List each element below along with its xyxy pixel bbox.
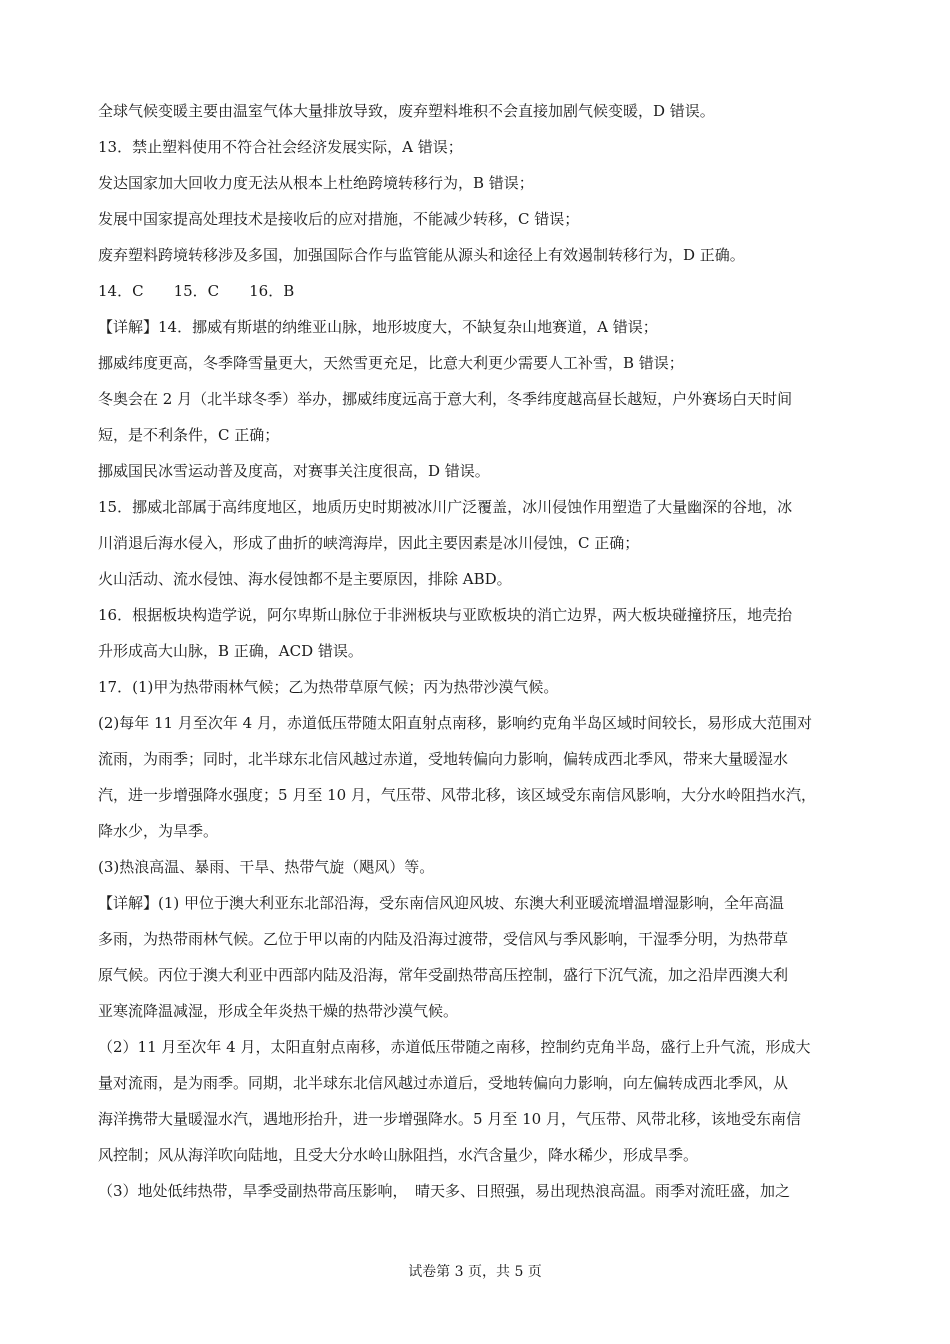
- text-line: 15．挪威北部属于高纬度地区，地质历史时期被冰川广泛覆盖，冰川侵蚀作用塑造了大量幽深的谷地，冰: [98, 498, 793, 516]
- text-line: 短，是不利条件，C 正确；: [98, 426, 280, 444]
- text-line: 挪威国民冰雪运动普及度高，对赛事关注度很高，D 错误。: [98, 462, 490, 480]
- text-line: 冬奥会在 2 月（北半球冬季）举办，挪威纬度远高于意大利，冬季纬度越高昼长越短，户外赛场白天时间: [98, 390, 793, 408]
- text-line: 汽，进一步增强降水强度；5 月至 10 月，气压带、风带北移，该区域受东南信风影响，大分水岭阻挡水汽，: [98, 786, 816, 804]
- text-line: 发展中国家提高处理技术是接收后的应对措施，不能减少转移，C 错误；: [98, 210, 580, 228]
- text-line: 火山活动、流水侵蚀、海水侵蚀都不是主要原因，排除 ABD。: [98, 570, 512, 588]
- text-line: (3)热浪高温、暴雨、干旱、热带气旋（飓风）等。: [98, 858, 435, 876]
- text-line: 发达国家加大回收力度无法从根本上杜绝跨境转移行为，B 错误；: [98, 174, 534, 192]
- text-line: 全球气候变暖主要由温室气体大量排放导致，废弃塑料堆积不会直接加剧气候变暖，D 错误。: [98, 102, 715, 120]
- text-line: 风控制；风从海洋吹向陆地，且受大分水岭山脉阻挡，水汽含量少，降水稀少，形成旱季。: [98, 1146, 699, 1164]
- text-line: (2)每年 11 月至次年 4 月，赤道低压带随太阳直射点南移，影响约克角半岛区域时间较长，易形成大范围对: [98, 714, 812, 732]
- page-footer: 试卷第 3 页，共 5 页: [408, 1264, 542, 1280]
- text-line: （3）地处低纬热带，旱季受副热带高压影响， 晴天多、日照强，易出现热浪高温。雨季对流旺盛，加之: [98, 1182, 791, 1200]
- text-line: 【详解】(1) 甲位于澳大利亚东北部沿海，受东南信风迎风坡、东澳大利亚暖流增温增湿影响，全年高温: [98, 894, 785, 912]
- text-line: 海洋携带大量暖湿水汽，遇地形抬升，进一步增强降水。5 月至 10 月，气压带、风带北移，该地受东南信: [98, 1110, 801, 1128]
- text-line: 原气候。丙位于澳大利亚中西部内陆及沿海，常年受副热带高压控制，盛行下沉气流，加之沿岸西澳大利: [98, 966, 789, 984]
- text-line: 亚寒流降温减湿，形成全年炎热干燥的热带沙漠气候。: [98, 1002, 459, 1020]
- text-line: 川消退后海水侵入，形成了曲折的峡湾海岸，因此主要因素是冰川侵蚀，C 正确；: [98, 534, 640, 552]
- text-line: 16．根据板块构造学说，阿尔卑斯山脉位于非洲板块与亚欧板块的消亡边界，两大板块碰撞挤压，地壳抬: [98, 606, 793, 624]
- text-line: 废弃塑料跨境转移涉及多国，加强国际合作与监管能从源头和途径上有效遏制转移行为，D 正确。: [98, 246, 745, 264]
- text-line: 17．(1)甲为热带雨林气候；乙为热带草原气候；丙为热带沙漠气候。: [98, 678, 559, 696]
- text-line: 流雨，为雨季；同时，北半球东北信风越过赤道，受地转偏向力影响，偏转成西北季风，带来大量暖湿水: [98, 750, 789, 768]
- text-line: 13．禁止塑料使用不符合社会经济发展实际，A 错误；: [98, 138, 463, 156]
- text-line: 降水少，为旱季。: [98, 822, 219, 840]
- text-line: 挪威纬度更高，冬季降雪量更大，天然雪更充足，比意大利更少需要人工补雪，B 错误；: [98, 354, 684, 372]
- text-line: 升形成高大山脉，B 正确，ACD 错误。: [98, 642, 363, 660]
- text-line: 【详解】14．挪威有斯堪的纳维亚山脉，地形坡度大，不缺复杂山地赛道，A 错误；: [98, 318, 658, 336]
- text-line: 多雨，为热带雨林气候。乙位于甲以南的内陆及沿海过渡带，受信风与季风影响，干湿季分明，为热带草: [98, 930, 789, 948]
- text-line: （2）11 月至次年 4 月，太阳直射点南移，赤道低压带随之南移，控制约克角半岛，盛行上升气流，形成大: [98, 1038, 811, 1056]
- answer-key-line: 14．C 15．C 16．B: [98, 282, 295, 300]
- text-line: 量对流雨，是为雨季。同期，北半球东北信风越过赤道后，受地转偏向力影响，向左偏转成西北季风，从: [98, 1074, 789, 1092]
- answer-text-block: [98, 96, 858, 1212]
